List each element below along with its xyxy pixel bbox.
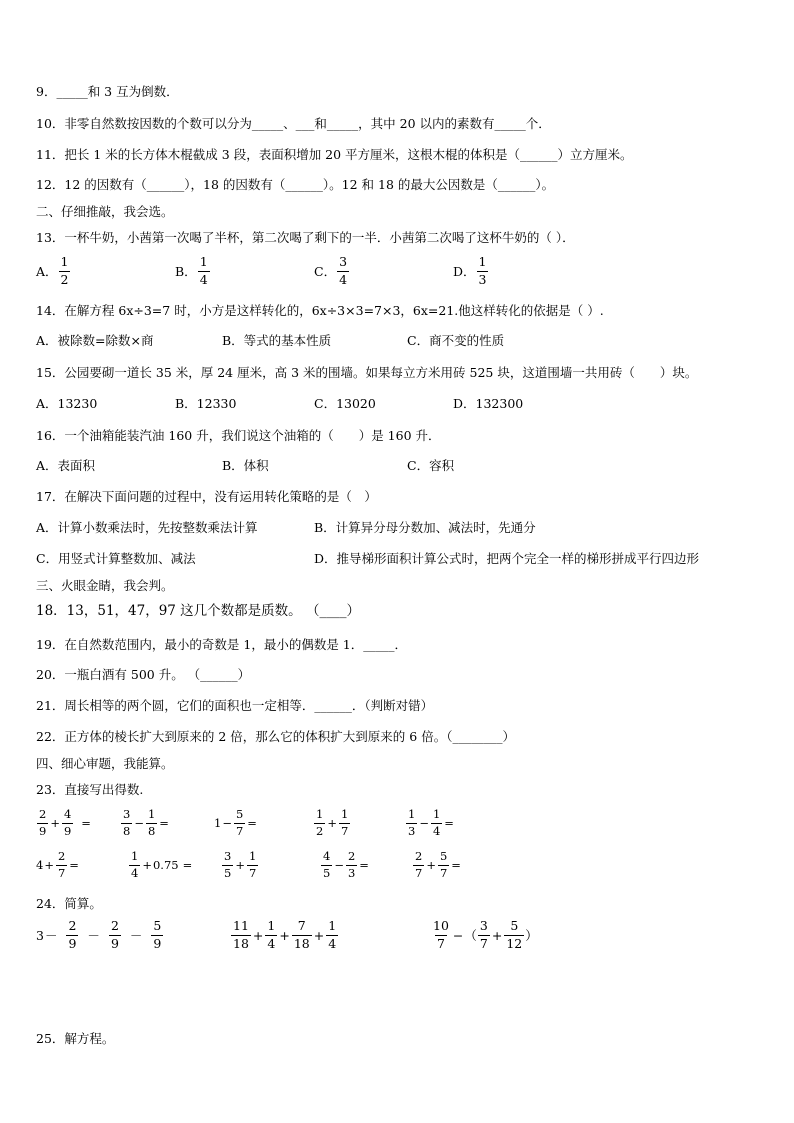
q17-option-c: C．用竖式计算整数加、减法 bbox=[36, 551, 196, 566]
question-18: 18．13，51，47，97 这几个数都是质数。 （____） bbox=[36, 603, 360, 619]
q14-option-b: B．等式的基本性质 bbox=[222, 333, 332, 348]
question-17: 17．在解决下面问题的过程中，没有运用转化策略的是（ ） bbox=[36, 489, 377, 504]
question-19: 19．在自然数范围内，最小的奇数是 1，最小的偶数是 1．_____． bbox=[36, 637, 408, 652]
q16-option-b: B．体积 bbox=[222, 458, 269, 473]
q23-expr-6: 4 + $\frac{2}{7}$ = bbox=[36, 849, 79, 880]
question-9: 9．_____和 3 互为倒数． bbox=[36, 84, 179, 99]
fraction: $\frac{1}{2}$ bbox=[60, 254, 69, 287]
question-11: 11．把长 1 米的长方体木棍截成 3 段，表面积增加 20 平方厘米，这根木棍的体积是（______）立方厘米。 bbox=[36, 147, 633, 162]
question-13: 13．一杯牛奶，小茜第一次喝了半杯，第二次喝了剩下的一半．小茜第二次喝了这杯牛奶的（ ）． bbox=[36, 230, 575, 245]
q23-expr-10: $\frac{2}{7}$ + $\frac{5}{7}$ = bbox=[415, 849, 461, 880]
q16-option-c: C．容积 bbox=[407, 458, 455, 473]
q24-expr-2: $\frac{11}{18}$ + $\frac{1}{4}$ + $\frac{7}{18}$ + $\frac{1}{4}$ bbox=[233, 918, 337, 951]
q17-option-b: B．计算异分母分数加、减法时，先通分 bbox=[314, 520, 536, 535]
question-12: 12．12 的因数有（______），18 的因数有（______）。12 和 18 的最大公因数是（______）。 bbox=[36, 177, 555, 192]
q23-expr-5: $\frac{1}{3}$ − $\frac{1}{4}$ = bbox=[408, 807, 454, 838]
q13-option-b: B． $\frac{1}{4}$ bbox=[175, 254, 208, 287]
q24-expr-1: 3 － $\frac{2}{9}$ － $\frac{2}{9}$ － $\frac{5}{9}$ bbox=[36, 918, 162, 951]
q23-expr-2: $\frac{3}{8}$ − $\frac{1}{8}$ = bbox=[123, 807, 169, 838]
question-16: 16．一个油箱能装汽油 160 升，我们说这个油箱的（ ）是 160 升． bbox=[36, 428, 441, 443]
question-23: 23．直接写出得数. bbox=[36, 782, 144, 797]
question-24: 24．简算。 bbox=[36, 896, 102, 911]
q24-expr-3: $\frac{10}{7}$ − （ $\frac{3}{7}$ + $\frac{5}{12}$ ） bbox=[433, 918, 538, 951]
q14-option-a: A．被除数=除数×商 bbox=[36, 333, 154, 348]
question-15: 15．公园要砌一道长 35 米，厚 24 厘米，高 3 米的围墙。如果每立方米用砖 525 块，这道围墙一共用砖（ ）块。 bbox=[36, 365, 698, 380]
section-3-heading: 三、火眼金睛，我会判。 bbox=[36, 578, 174, 593]
q23-expr-7: $\frac{1}{4}$ + 0.75 = bbox=[131, 849, 193, 880]
fraction: $\frac{3}{4}$ bbox=[339, 254, 348, 287]
q17-option-a: A．计算小数乘法时，先按整数乘法计算 bbox=[36, 520, 258, 535]
q23-expr-9: $\frac{4}{5}$ − $\frac{2}{3}$ = bbox=[323, 849, 369, 880]
fraction: $\frac{1}{4}$ bbox=[199, 254, 208, 287]
question-21: 21．周长相等的两个圆，它们的面积也一定相等．______．（判断对错） bbox=[36, 698, 434, 713]
q23-expr-4: $\frac{1}{2}$ + $\frac{1}{7}$ bbox=[316, 807, 349, 838]
fraction: $\frac{1}{3}$ bbox=[478, 254, 487, 287]
question-22: 22．正方体的棱长扩大到原来的 2 倍，那么它的体积扩大到原来的 6 倍。（________） bbox=[36, 729, 515, 744]
question-10: 10．非零自然数按因数的个数可以分为_____、___和_____，其中 20 以内的素数有_____个． bbox=[36, 116, 551, 131]
q23-expr-8: $\frac{3}{5}$ + $\frac{1}{7}$ bbox=[224, 849, 257, 880]
question-20: 20．一瓶白酒有 500 升。 （______） bbox=[36, 667, 251, 682]
q13-option-c: C． $\frac{3}{4}$ bbox=[314, 254, 348, 287]
q15-option-a: A．13230 bbox=[36, 396, 98, 411]
q23-expr-1: $\frac{2}{9}$ + $\frac{4}{9}$ = bbox=[39, 807, 91, 838]
q14-option-c: C．商不变的性质 bbox=[407, 333, 505, 348]
q15-option-c: C．13020 bbox=[314, 396, 376, 411]
q16-option-a: A．表面积 bbox=[36, 458, 96, 473]
section-4-heading: 四、细心审题，我能算。 bbox=[36, 756, 174, 771]
q23-expr-3: 1 − $\frac{5}{7}$ = bbox=[214, 807, 257, 838]
q17-option-d: D．推导梯形面积计算公式时，把两个完全一样的梯形拼成平行四边形 bbox=[314, 551, 700, 566]
q13-option-a: A． $\frac{1}{2}$ bbox=[36, 254, 69, 287]
q15-option-d: D．132300 bbox=[453, 396, 524, 411]
question-25: 25．解方程。 bbox=[36, 1031, 115, 1046]
q13-option-d: D． $\frac{1}{3}$ bbox=[453, 254, 487, 287]
question-14: 14．在解方程 6x÷3=7 时，小方是这样转化的，6x÷3×3=7×3，6x=21.他这样转化的依据是（ ）. bbox=[36, 303, 604, 318]
section-2-heading: 二、仔细推敲，我会选。 bbox=[36, 204, 174, 219]
q15-option-b: B．12330 bbox=[175, 396, 237, 411]
